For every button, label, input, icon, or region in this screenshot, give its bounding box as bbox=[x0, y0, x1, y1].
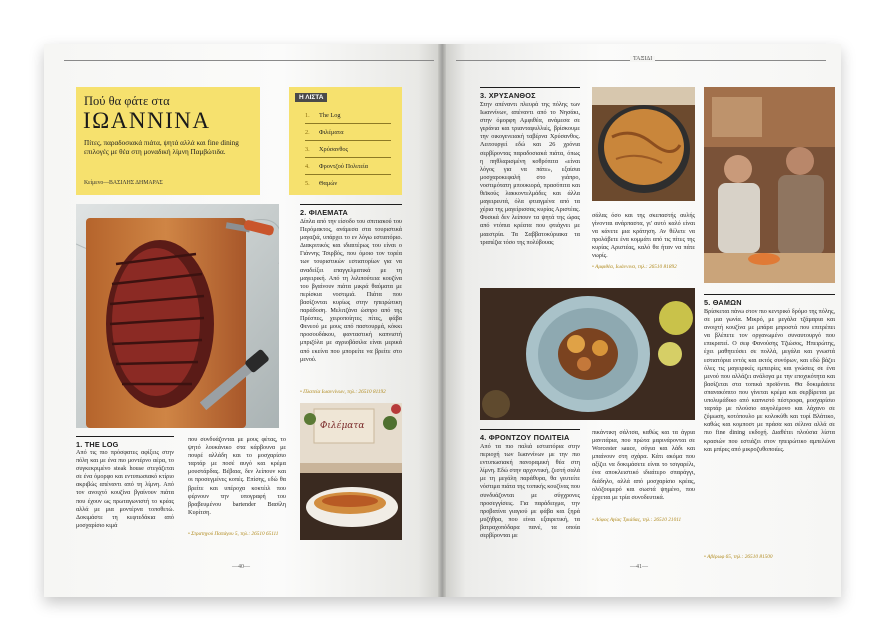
spine-shadow bbox=[438, 44, 446, 597]
chrysanthos-photo bbox=[592, 87, 695, 201]
byline: Κείμενο—ΒΑΣΙΛΗΣ ΔΗΜΑΡΑΣ bbox=[84, 180, 163, 186]
page-title: ΙΩΑΝΝΙΝΑ bbox=[83, 108, 211, 133]
list-item: 3. Χρύσανθος bbox=[305, 141, 391, 158]
title-box bbox=[76, 87, 260, 195]
credit-filemata: • Πλατεία Ιωαννίνων, τηλ.: 26510 81192 bbox=[300, 389, 386, 395]
header-rule bbox=[64, 60, 434, 61]
credit-thamon: • Αβέρωφ 65, τηλ.: 26510 81500 bbox=[704, 554, 773, 560]
section-body-frontzou-col2: πικάντικη σάλτσα, καθώς και τα άγρια μανιτάρια, που πρώτα μαρινάρονται σε Worcester sauce, σόγια και λάδι και μπαίνουν στη σχάρα. Κάτι ακόμα που αξίζει να δοκιμάσετε είναι το τσιγαρέλι, ένα αποκλειστικό ιδιαίτερο σπαράγγι, διάδηλο, αλλά από μοσχαρίσιο κρέας, ολόζουμερό και σωστά ψημένο, που έρχεται με τρία συνοδευτικά. bbox=[592, 429, 695, 501]
section-body-chrysanthos-col1: Στην απέναντι πλευρά της πόλης των Ιωαννίνων, απέναντι από το Νησάκι, στην όμορφη Αμφιθέα, ανάμεσα σε γεράνια και τριανταφυλλιές, βρίσκουμε την οικογενειακή ταβέρνα Χρύσανθος. Λειτουργεί εδώ και 26 χρόνια σερβίροντας παραδοσιακά πιάτα, όπως η πηθλαρισμένη κοθρόπιτα «είναι λόγος για να πάτε», εξαίσια μοσχαροκεφαλή στο γιάπρο, νοστιμότατη μπουκιορά, πρασόπιτα και θεϊκούς λακκοντελμάδες και άλλα μαγειρευτά, όλα φτιαγμένα από τα χέρια της μαγείρισσας κυρίας Αριστέας. Φυσικά δεν λείπουν τα ψητά της ώρας από ντόπια κρέατα που φτιάχνει με μαεστρία. Τα Σαββατοκύριακα τα τραπέζια τόσο της πολύβουας bbox=[480, 101, 580, 246]
section-heading-log: 1. THE LOG bbox=[76, 436, 174, 449]
credit-chrysanthos: • Αμφιθέα, Ιωάννινα, τηλ.: 26510 81892 bbox=[592, 264, 677, 270]
section-body-chrysanthos-col2: σάλας όσο και της σκεπαστής αυλής γίνονται ανάρπαστα, γι' αυτό καλό είναι να κάνετε μια κράτηση. Αν θέλετε να προλάβετε ένα κομμάτι από τις πίτες της κυρίας Αριστέας, καλό θα ήταν να πάτε νωρίς. bbox=[592, 212, 695, 260]
section-heading-thamon: 5. ΘΑΜΩΝ bbox=[704, 294, 835, 307]
page-number-right: —41— bbox=[630, 564, 648, 570]
section-body-filemata: Δίπλα από την είσοδο του σπιτιακού του Περόμακτος, ανάμεσα στα τουριστικά μαγαζιά, υπάρχει το εν λόγω εστιατόριο. Διακριτικός και ιδιαιτέρως του είναι ο Γιάννης Τσιρβός, που όμοιο τον τορέα των τουριστικών εστιατορίων για να αναδείξει επαγγελματικά με τη μαγειρική. Από τη λιλιπούτεια κουζίνα του βγαίνουν πιάτα μικρά θαύματα με περίσκια νοστιμιά. Πιάτα που βασίζονται κυρίως στην ηπειρώτικη παράδοση. Μελιτζάνα ώσπρο από της Πρέσπες, χειροποίητες πίτες, φάβα Φενεού με μους από παστουρμά, κόκκι προσουδάκου, φανταστική καπνιστή μπριζόλα με αγριοβάσιλα είναι μερικά από εκείνα που μπορείτε να βρείτε στο μενού. bbox=[300, 218, 402, 363]
title-kicker: Πού θα φάτε στα bbox=[84, 94, 170, 108]
list-item: 1. The Log bbox=[305, 107, 391, 124]
filemata-photo bbox=[300, 403, 402, 540]
section-label: ΤΑΞΙΔΙ bbox=[630, 56, 655, 62]
section-heading-filemata: 2. ΦΙΛΕΜΑΤΑ bbox=[300, 204, 402, 217]
credit-frontzou: • Λόφος Αγίας Τριάδας, τηλ.: 26510 21011 bbox=[592, 517, 682, 523]
section-body-thamon: Βρίσκεται πάνω στον πιο κεντρικό δρόμο της πόλης, σε μια γωνία. Μικρό, με μεγάλα τζάμαρια και ανοιχτή κουζίνα με μπάρα μπροστά που επιτρέπει να βλέπετε τον οργανωμένο συναυτουργό που επικρατεί. Ο σεφ Φανούσης Τζιώσος, Ηπειρώτης, έχει μαθητεύσει σε πολλά, μεγάλα και γνωστά εστιατόρια εντός και εκτός συνόρων, και εδώ βάζει όλες τις μαγειρικές εμπειρίες και γνώσεις σε ένα μενού που αλλάζει ανάλογα με την εποχικότητα και βασίζεται στα τοπικά προϊόντα. Θα δοκιμάσετε σπανακόπιτο που γίνεται κρέμα και σερβίρεται με υπολυμάδικο από καπνιστό πέστροφα, μοσχαρίσιο ταρτάρ με πλούσιο αυγολέμονο και λάχανο σε ζύμωση, κοτόπουλο με κολοκύθι και τυρί Βλάτικο, καθώς και κομποστ με πράσα και σέλινα αλλά σε πιο fine dining εκδοχή. Διαθέτει πλούσια λίστα κρασιών που εστιάζει στον ηπειρώτικο αμπελώνα και μπίρες από μικροζυθοποιίες. bbox=[704, 308, 835, 453]
credit-log: • Στρατηγού Παπάγου 5, τηλ.: 26510 65111 bbox=[188, 531, 279, 537]
magazine-spread bbox=[44, 44, 841, 597]
steak-photo bbox=[76, 204, 279, 428]
right-page bbox=[442, 44, 841, 597]
list-item: 5. Θαμών bbox=[305, 180, 338, 187]
section-heading-frontzou: 4. ΦΡΟΝΤΖΟΥ ΠΟΛΙΤΕΙΑ bbox=[480, 429, 580, 442]
chefs-photo bbox=[704, 87, 835, 283]
section-body-log-col2: που συνδυάζονται με μους φέτας, το ψητό λουκάνικο στα κάρβουνα με πουρέ αλλάδη και το μοσχαρίσιο ταρτάρ με ποσέ αυγό και κρέμα μουστάρδας. Βέβαια, δεν λείπουν και οι προσεγμένες κοπές. Επίσης, εδώ θα βρείτε και υπέροχα κοκτέιλ που φέρνουν την υπογραφή του βραβευμένου bartender Βασίλη Κυρίτση. bbox=[188, 436, 286, 516]
list-item: 4. Φροντζού Πολιτεία bbox=[305, 158, 391, 175]
list-item: 2. Φιλέματα bbox=[305, 124, 391, 141]
list-heading: Η ΛΙΣΤΑ bbox=[295, 93, 327, 102]
section-body-log-col1: Από τις πιο πρόσφατες αφίξεις στην πόλη και με ένα πιο μοντέρνο αέρα, το συγκεκριμένο steak house στεγάζεται σε ένα όμορφο και εντυπωσιακό κτίριο ακριβώς απέναντι από τη λίμνη. Από τον ανοιχτό κουζίνα βγαίνουν πιάτα που έχουν ως πρωταγωνιστή το κρέας αλλά με μια μοντέρνα τοποθετώ. Δοκιμάστε τη κεφτεδάκια από μοσχαρίσιο κιμά bbox=[76, 449, 174, 529]
title-deck: Πίτες, παραδοσιακά πιάτα, ψητά αλλά και fine dining επιλογές με θέα στη μοναδική λίμνη Παμβώτιδα. bbox=[84, 139, 239, 156]
page-number-left: —40— bbox=[232, 564, 250, 570]
list-box bbox=[289, 87, 402, 195]
left-page bbox=[44, 44, 442, 597]
section-heading-chrysanthos: 3. ΧΡΥΣΑΝΘΟΣ bbox=[480, 87, 580, 100]
section-body-frontzou-col1: Από τα πιο παλιά εστιατόρια στην περιοχή των Ιωαννίνων με την πιο εντυπωσιακή πανοραμική θέα στη λίμνη. Εδώ στην αρχοντική, ζεστή σαλά με τη μεγάλη παράθυρα, θα γευτείτε νόστιμα πιάτα της τοπικής κουζίνας που συνδυάζονται με σύγχρονες προσεγγίσεις. Για παράδειγμα, την προβατίνα γιαγιού με φάβα και ξηρά μυζήθρα, που είναι εξαιρετική, τα βατραχοπόδαρα πανέ, τα οποία σερβίρονται με bbox=[480, 443, 580, 540]
list-items bbox=[305, 107, 391, 192]
shop-sign-text: Φιλέματα bbox=[320, 421, 365, 431]
frontzou-photo bbox=[480, 288, 695, 420]
